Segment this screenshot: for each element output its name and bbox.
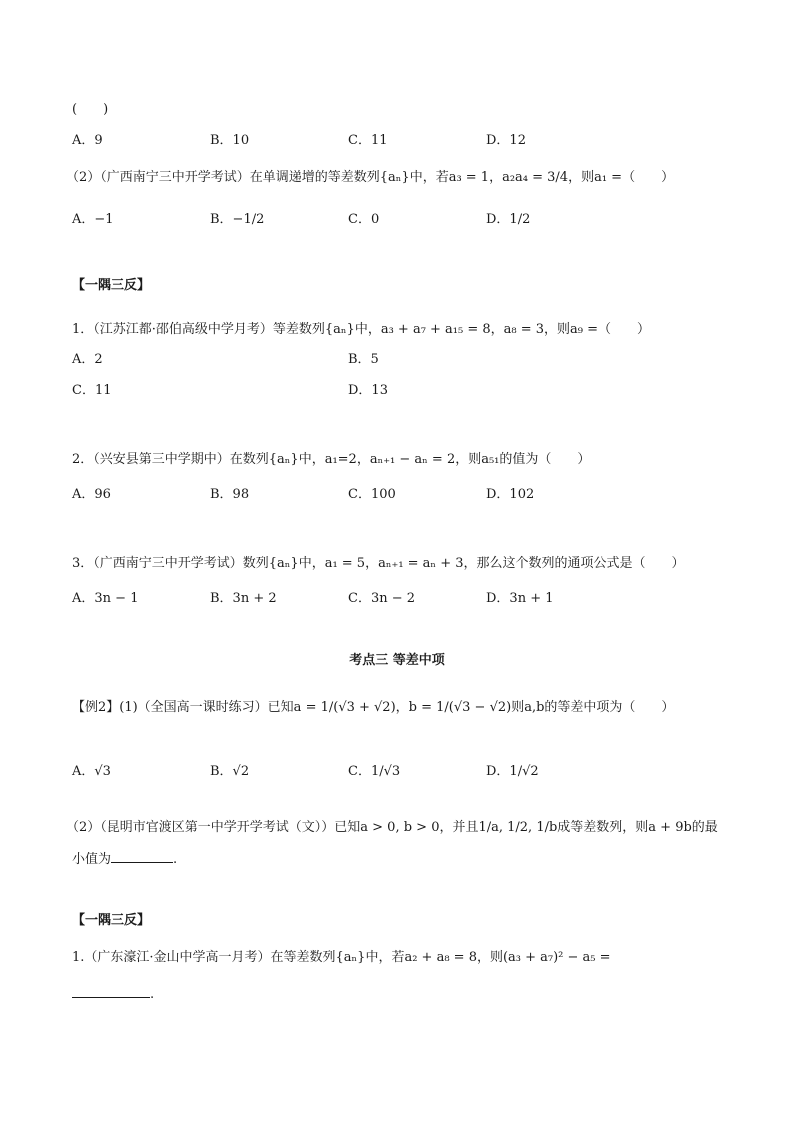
answer-prompt: 小值为 bbox=[72, 852, 112, 867]
option-d: D．1/2 bbox=[486, 212, 531, 227]
option-d: D．1/√2 bbox=[486, 764, 539, 779]
option-a: A．−1 bbox=[72, 212, 114, 227]
question-1: 1．（江苏江都·邵伯高级中学月考）等差数列{aₙ}中，a₃ + a₇ + a₁₅ = 8，a₈ = 3，则a₉ =（ ） bbox=[72, 322, 651, 337]
option-b: B．√2 bbox=[210, 764, 250, 779]
option-b: B．10 bbox=[210, 133, 250, 148]
option-c: C．11 bbox=[348, 133, 388, 148]
option-c: C．100 bbox=[348, 487, 396, 502]
option-d: D．102 bbox=[486, 487, 535, 502]
option-c: C．0 bbox=[348, 212, 380, 227]
paren-blank: ( ) bbox=[72, 102, 109, 117]
option-a: A．3n − 1 bbox=[72, 591, 139, 606]
option-c: C．11 bbox=[72, 383, 112, 398]
answer-blank bbox=[111, 850, 173, 863]
option-b: B．98 bbox=[210, 487, 250, 502]
option-d: D．13 bbox=[348, 383, 388, 398]
section-heading: 【一隅三反】 bbox=[72, 278, 151, 293]
example-2-part-2: （2）（昆明市官渡区第一中学开学考试（文））已知a > 0, b > 0，并且1/a, 1/2, 1/b成等差数列，则a + 9b的最 bbox=[66, 820, 718, 835]
option-c: C．3n − 2 bbox=[348, 591, 416, 606]
question-2: 2．（兴安县第三中学期中）在数列{aₙ}中，a₁=2，aₙ₊₁ − aₙ = 2，则a₅₁的值为（ ） bbox=[72, 452, 591, 467]
question-1: 1.（广东濠江·金山中学高一月考）在等差数列{aₙ}中，若a₂ + a₈ = 8，则(a₃ + a₇)² − a₅ = bbox=[72, 950, 611, 965]
period: . bbox=[150, 987, 155, 1002]
example-2: 【例2】(1)（全国高一课时练习）已知a = 1/(√3 + √2)，b = 1/(√3 − √2)则a,b的等差中项为（ ） bbox=[72, 700, 675, 715]
option-d: D．3n + 1 bbox=[486, 591, 554, 606]
section-heading: 【一隅三反】 bbox=[72, 913, 151, 928]
option-a: A．2 bbox=[72, 352, 103, 367]
option-c: C．1/√3 bbox=[348, 764, 401, 779]
answer-line bbox=[72, 985, 154, 1005]
question-3: 3．（广西南宁三中开学考试）数列{aₙ}中，a₁ = 5，aₙ₊₁ = aₙ + 3，那么这个数列的通项公式是（ ） bbox=[72, 556, 685, 571]
question-2: （2）（广西南宁三中开学考试）在单调递增的等差数列{aₙ}中，若a₃ = 1，a₂a₄ = 3/4，则a₁ =（ ） bbox=[66, 170, 675, 185]
period: . bbox=[173, 852, 178, 867]
option-a: A．√3 bbox=[72, 764, 111, 779]
option-a: A．9 bbox=[72, 133, 103, 148]
answer-blank bbox=[72, 985, 150, 998]
option-b: B．3n + 2 bbox=[210, 591, 277, 606]
option-b: B．5 bbox=[348, 352, 379, 367]
option-a: A．96 bbox=[72, 487, 111, 502]
kaodian-title: 考点三 等差中项 bbox=[349, 653, 445, 668]
example-2-part-2-cont bbox=[72, 850, 177, 870]
option-b: B．−1/2 bbox=[210, 212, 265, 227]
option-d: D．12 bbox=[486, 133, 526, 148]
